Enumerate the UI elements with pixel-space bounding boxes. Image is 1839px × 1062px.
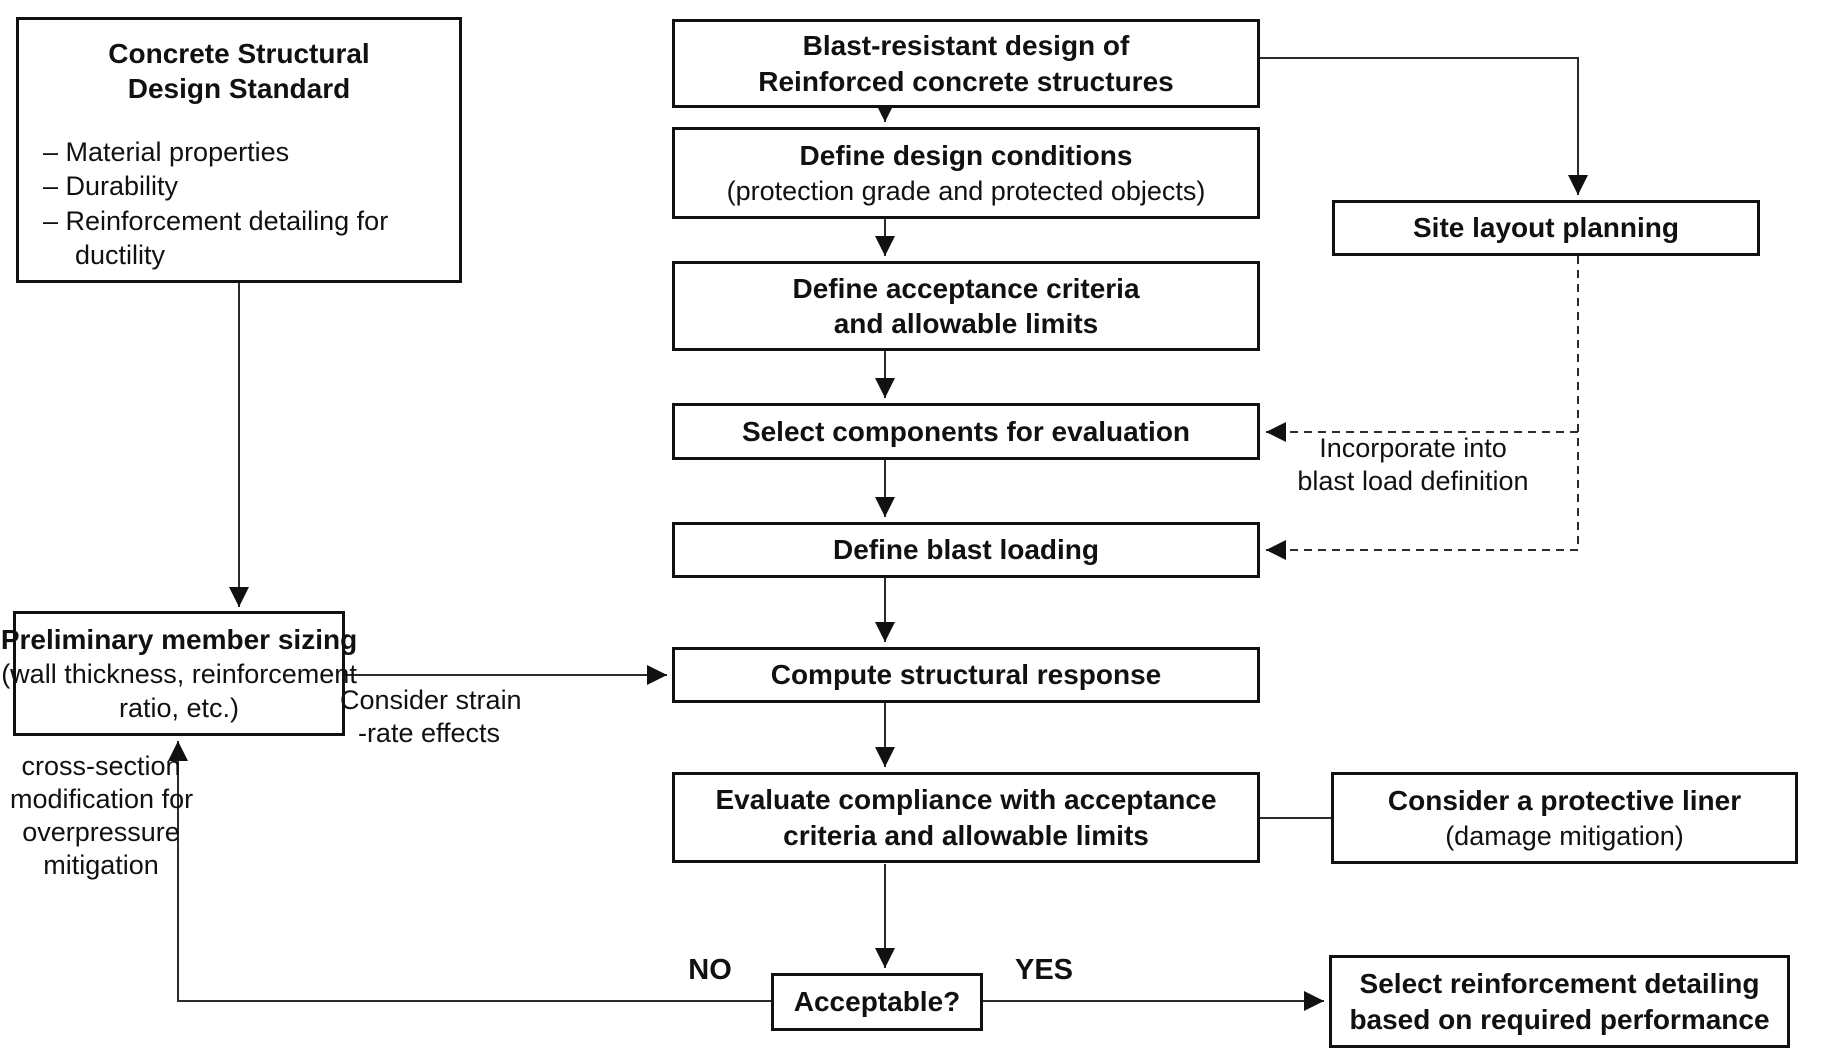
bullet-item: – Material properties xyxy=(43,136,290,167)
node-title-line: Evaluate compliance with acceptance xyxy=(715,784,1217,816)
node-define-blast-loading xyxy=(672,522,1260,578)
node-title-line: based on required performance xyxy=(1349,1003,1770,1035)
node-concrete-design-standard xyxy=(16,17,462,283)
node-blast-resistant-design xyxy=(672,19,1260,108)
standard-bullet-list xyxy=(19,135,459,273)
node-preliminary-member-sizing xyxy=(0,611,358,736)
annotation-line: modification for xyxy=(10,783,194,814)
node-title-line: Acceptable? xyxy=(793,986,961,1018)
node-subtitle-line: (protection grade and protected objects) xyxy=(726,175,1206,206)
label-yes: YES xyxy=(1014,954,1074,986)
annotation-line: cross-section xyxy=(21,751,181,781)
node-subtitle-line: (damage mitigation) xyxy=(1445,820,1684,851)
annotation-line: Consider strain xyxy=(340,685,522,715)
node-title-line: Define design conditions xyxy=(799,140,1133,172)
node-define-acceptance-criteria xyxy=(672,261,1260,351)
annotation-consider-strain-rate xyxy=(340,684,522,750)
annotation-line: overpressure xyxy=(22,816,180,847)
node-title-line: Select reinforcement detailing xyxy=(1359,968,1760,1000)
node-title-line: Blast-resistant design of xyxy=(802,30,1130,62)
node-title-line: Design Standard xyxy=(127,73,351,105)
node-title-line: Define blast loading xyxy=(832,534,1100,566)
node-title-line: Site layout planning xyxy=(1412,212,1679,244)
annotation-cross-section-modification xyxy=(10,750,192,882)
node-title-line: Preliminary member sizing xyxy=(0,623,358,655)
node-protective-liner xyxy=(1331,772,1798,864)
node-evaluate-compliance xyxy=(672,772,1260,863)
node-acceptable-decision xyxy=(771,973,983,1031)
annotation-line: mitigation xyxy=(43,849,159,880)
node-title-line: Reinforced concrete structures xyxy=(758,65,1174,97)
node-title-line: criteria and allowable limits xyxy=(783,819,1149,851)
annotation-line: Incorporate into xyxy=(1319,433,1507,463)
annotation-line: -rate effects xyxy=(357,717,501,748)
node-subtitle-line: ratio, etc.) xyxy=(118,693,240,724)
label-no: NO xyxy=(688,954,732,986)
node-title-line: Consider a protective liner xyxy=(1387,785,1742,817)
node-title-line: Select components for evaluation xyxy=(741,415,1191,447)
node-title-line: Define acceptance criteria xyxy=(792,272,1140,304)
node-title-line: and allowable limits xyxy=(833,308,1099,339)
annotation-incorporate-blast-load xyxy=(1268,432,1558,498)
node-select-reinforcement-detailing xyxy=(1329,955,1790,1048)
bullet-item: – Reinforcement detailing for xyxy=(43,205,389,236)
node-site-layout-planning xyxy=(1332,200,1760,256)
node-select-components xyxy=(672,403,1260,460)
node-compute-structural-response xyxy=(672,647,1260,703)
bullet-item-continuation: ductility xyxy=(75,240,166,271)
node-title-line: Compute structural response xyxy=(770,659,1162,691)
node-title-line: Concrete Structural xyxy=(108,38,370,69)
bullet-item: – Durability xyxy=(43,171,179,202)
edge-blastdesign-to-sitelayout xyxy=(1260,58,1578,195)
annotation-line: blast load definition xyxy=(1297,465,1529,496)
node-define-design-conditions xyxy=(672,127,1260,219)
node-subtitle-line: (wall thickness, reinforcement xyxy=(1,659,357,690)
